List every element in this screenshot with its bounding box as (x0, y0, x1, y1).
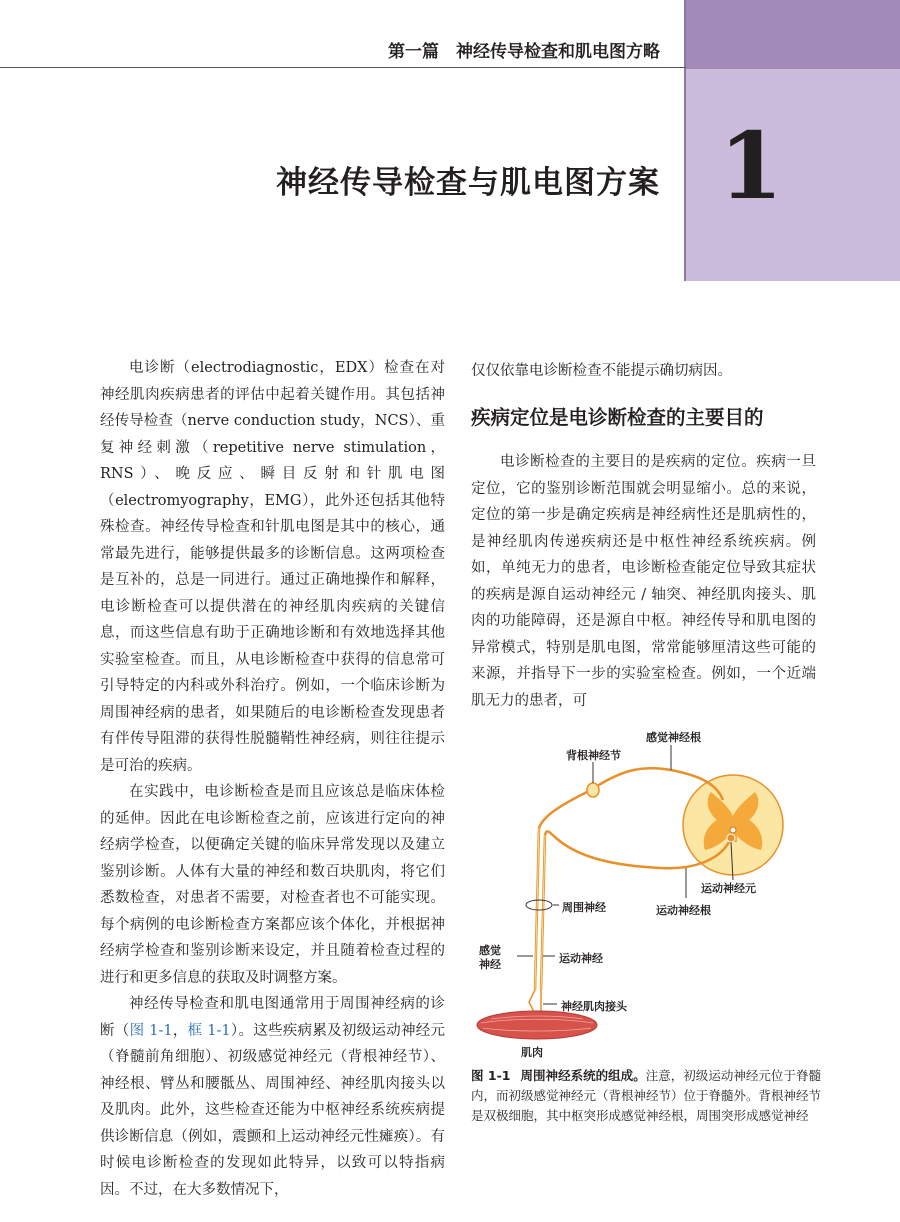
label-sensory-nerve: 感觉 神经 (479, 944, 501, 971)
nerve-inner-line (535, 828, 539, 990)
paragraph (100, 991, 445, 1203)
box-reference-link[interactable]: 框 1-1 (187, 1022, 231, 1039)
peripheral-nerve-marker (526, 900, 552, 910)
label-drg: 背根神经节 (566, 749, 621, 762)
paragraph-text: 神经传导检查和肌电图通常用于周围神经病的诊断（ (100, 996, 445, 1039)
motor-neuron-cell (727, 834, 735, 842)
label-nmj: 神经肌肉接头 (561, 1000, 627, 1013)
central-canal (730, 827, 736, 833)
nerve-inner-line (541, 835, 545, 990)
label-motor-neuron: 运动神经元 (701, 882, 756, 895)
paragraph: 电诊断（electrodiagnostic，EDX）检查在对神经肌肉疾病患者的评估中起着关键作用。其包括神经传导检查（nerve conduction study，NCS）、重复神经刺激（repetitive nerve stimulation，RNS）、晚反应、瞬目反射和针肌电图（electromyography，EMG），此外还包括其他特殊检查。神经传导检查和针肌电图是其中的核心，通常最先进行，能够提供最多的诊断信息。这两项检查是互补的，总是一同进行。通过正确地操作和解释，电诊断检查可以提供潜在的神经肌肉疾病的关键信息，而这些信息有助于正确地诊断和有效地选择其他实验室检查。而且，从电诊断检查中获得的信息常可引导特定的内科或外科治疗。例如，一个临床诊断为周围神经病的患者，如果随后的电诊断检查发现患者有伴传导阻滞的获得性脱髓鞘性神经病，则往往提示是可治的疾病。 (100, 360, 445, 774)
paragraph-continuation: 仅仅依靠电诊断检查不能提示确切病因。 (471, 363, 732, 379)
section-heading: 疾病定位是电诊断检查的主要目的 (471, 405, 764, 429)
label-motor-root: 运动神经根 (656, 904, 711, 917)
caption-title: 周围神经系统的组成。 (520, 1068, 646, 1083)
right-column (471, 358, 816, 714)
figure-caption (471, 1066, 821, 1126)
left-column (100, 355, 445, 1203)
dorsal-root-ganglion (587, 783, 599, 797)
chapter-tab-top (686, 0, 900, 69)
figure-reference-link[interactable]: 图 1-1 (129, 1022, 173, 1039)
paragraph: 电诊断检查的主要目的是疾病的定位。疾病一旦定位，它的鉴别诊断范围就会明显缩小。总的来说，定位的第一步是确定疾病是神经病性还是肌病性的，是神经肌肉传递疾病还是中枢性神经系统疾病。例如，单纯无力的患者，电诊断检查能定位导致其症状的疾病是源自运动神经元 / 轴突、神经肌肉接头、肌肉的功能障碍，还是源自中枢。神经传导和肌电图的异常模式，特别是肌电图，常常能够厘清这些可能的来源，并指导下一步的实验室检查。例如，一个近端肌无力的患者，可 (471, 454, 816, 709)
muscle (477, 1011, 597, 1039)
label-muscle: 肌肉 (521, 1046, 543, 1059)
separator: ， (172, 1022, 188, 1039)
paragraph-text: ）。这些疾病累及初级运动神经元（脊髓前角细胞）、初级感觉神经元（背根神经节）、神经根、臂丛和腰骶丛、周围神经、神经肌肉接头以及肌肉。此外，这些检查还能为中枢神经系统疾病提供诊断信息（例如，震颤和上运动神经元性瘫痪）。有时候电诊断检查的发现如此特异，以致可以特指病因。不过，在大多数情况下， (100, 1022, 446, 1198)
header-rule (0, 67, 686, 68)
label-peripheral-nerve: 周围神经 (562, 901, 606, 914)
figure-peripheral-nervous-system (471, 720, 816, 1065)
nervous-system-diagram (471, 720, 816, 1065)
chapter-number: 1 (718, 112, 783, 220)
caption-text: 注意，初级运动神经元位于脊髓内，而初级感觉神经元（背根神经节）位于脊髓外。背根神经节是双极细胞，其中枢突形成感觉神经根，周围突形成感觉神经 (471, 1068, 822, 1123)
running-title: 第一篇 神经传导检查和肌电图方略 (388, 42, 660, 62)
caption-number: 图 1-1 (471, 1068, 511, 1083)
label-motor-nerve: 运动神经 (559, 952, 603, 965)
chapter-title: 神经传导检查与肌电图方案 (276, 165, 660, 201)
paragraph: 在实践中，电诊断检查是而且应该总是临床体检的延伸。因此在电诊断检查之前，应该进行定向的神经病学检查，以便确定关键的临床异常发现以及建立鉴别诊断。人体有大量的神经和数百块肌肉，将它们悉数检查，对患者不需要，对检查者也不可能实现。每个病例的电诊断检查方案都应该个体化，并根据神经病学检查和鉴别诊断来设定，并且随着检查过程的进行和更多信息的获取及时调整方案。 (100, 784, 445, 986)
label-sensory-root: 感觉神经根 (646, 731, 701, 744)
